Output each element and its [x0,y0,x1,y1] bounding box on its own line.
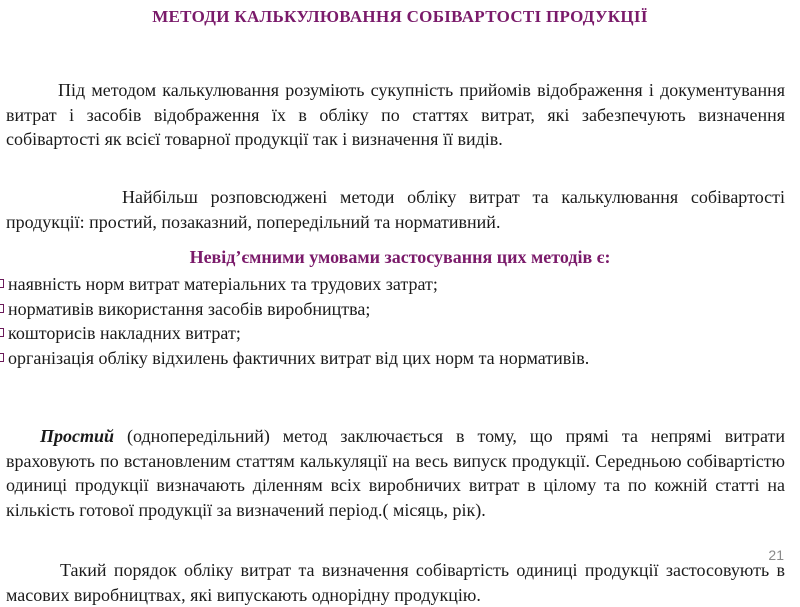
paragraph-simple-method: Простий (однопередільний) метод заключається в тому, що прямі та непрямі витрати враховують по встановленим статтям калькуляції на весь випуск продукції. Середньою собівартістю одиниці продукції визначають діленням всіх виробничих витрат в цілому та по кожній статті на кількість готової продукції за визначений період.( місяць, рік). [6,426,785,520]
page-number: 21 [768,547,784,563]
list-item: організація обліку відхилень фактичних витрат від цих норм та нормативів. [0,346,790,371]
square-bullet-icon [0,304,4,313]
list-item: нормативів використання засобів виробництва; [0,297,790,322]
square-bullet-icon [0,279,4,288]
paragraph-definition: Під методом калькулювання розуміють сукупність прийомів відображення і документування витрат і засобів відображення їх в обліку по статтях витрат, які забезпечують визначення собівартості як всієї товарної продукції так і визначення її видів. [6,80,785,149]
conditions-list [0,272,790,370]
paragraph-application: Такий порядок обліку витрат та визначення собівартість одиниці продукції застосовують в масових виробництвах, які випускають однорідну продукцію. [6,560,785,605]
conditions-heading: Невід’ємними умовами застосування цих методів є: [189,247,611,267]
list-item: наявність норм витрат матеріальних та трудових затрат; [0,272,790,297]
term-simple: Простий [40,426,115,446]
square-bullet-icon [0,328,4,337]
list-item: кошторисів накладних витрат; [0,321,790,346]
paragraph-methods: Найбільш розповсюджені методи обліку витрат та калькулювання собівартості продукції: простий, позаказний, попередільний та нормативний. [6,187,785,232]
slide-title: МЕТОДИ КАЛЬКУЛЮВАННЯ СОБІВАРТОСТІ ПРОДУКЦІЇ [152,7,648,26]
square-bullet-icon [0,353,4,362]
